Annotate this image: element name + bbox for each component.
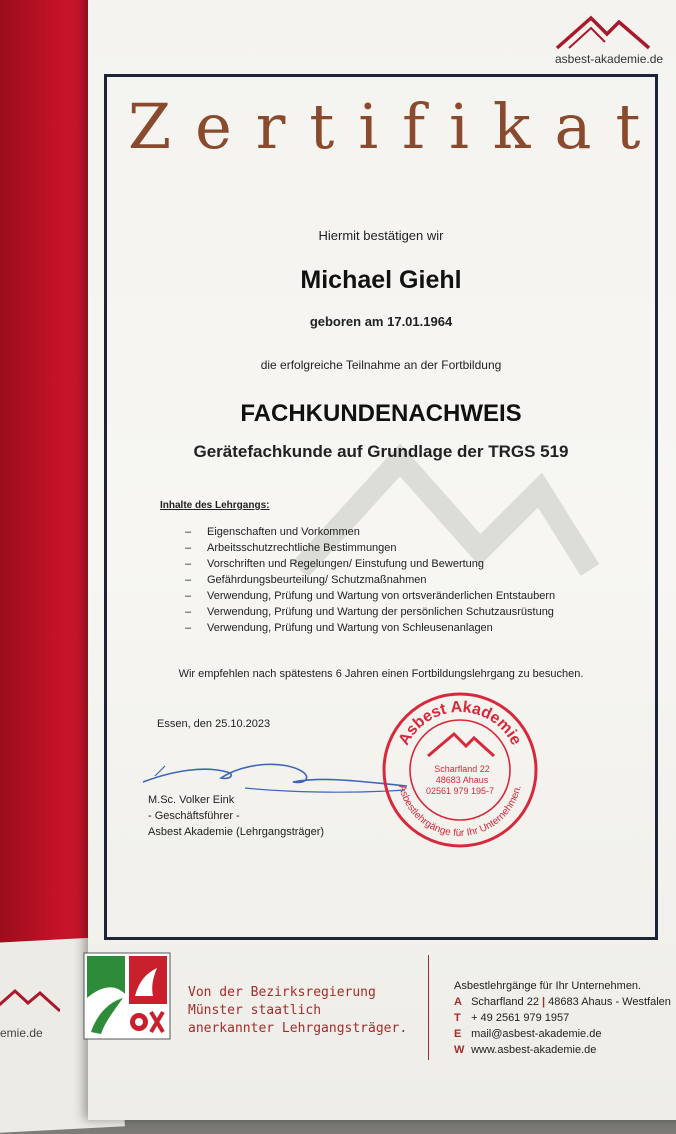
certificate-title: Zertifikat [128,90,665,163]
list-item: – Gefährdungsbeurteilung/ Schutzmaßnahmen [185,574,427,586]
address-city: 48683 Ahaus - Westfalen [548,996,671,1008]
phone-number: + 49 2561 979 1957 [471,1012,570,1024]
folder-logo-icon [0,985,60,1015]
list-item: – Eigenschaften und Vorkommen [185,526,360,538]
footer-accreditation-line: Von der Bezirksregierung [188,985,376,1000]
footer-phone [454,1010,671,1026]
asbest-akademie-logo-icon [555,12,651,52]
list-item: – Vorschriften und Regelungen/ Einstufung und Bewertung [185,558,485,570]
header-url: asbest-akademie.de [555,52,664,66]
address-street: Scharfland 22 [471,996,539,1008]
folder-url-text: emie.de [0,1026,43,1040]
list-item: – Verwendung, Prüfung und Wartung der persönlichen Schutzausrüstung [185,606,554,618]
contents-list [185,524,555,636]
web-url: www.asbest-akademie.de [471,1044,597,1056]
footer-accreditation-line: anerkannter Lehrgangsträger. [188,1021,408,1036]
footer-address [454,994,671,1010]
signer-block [148,792,324,840]
signer-org: Asbest Akademie (Lehrgangsträger) [148,826,325,838]
nrw-emblem-icon [83,952,171,1040]
footer-email [454,1026,671,1042]
stamp-city: 48683 Ahaus [435,775,489,785]
list-item: – Arbeitsschutzrechtliche Bestimmungen [185,542,397,554]
footer-tagline: Asbestlehrgänge für Ihr Unternehmen. [454,980,642,992]
footer-divider [428,955,429,1060]
place-date: Essen, den 25.10.2023 [157,718,271,730]
footer-accreditation [188,984,407,1038]
email-label: E [454,1028,462,1040]
web-label: W [454,1044,465,1056]
participation-text: die erfolgreiche Teilnahme an der Fortbildung [260,358,502,372]
recipient-name: Michael Giehl [300,266,462,294]
course-title: FACHKUNDENACHWEIS [240,400,522,427]
stamp-top-text: Asbest Akademie [395,698,525,749]
list-item: – Verwendung, Prüfung und Wartung von ortsveränderlichen Entstaubern [185,590,556,602]
contents-heading: Inhalte des Lehrgangs: [160,500,270,511]
signer-name: M.Sc. Volker Eink [148,794,235,806]
stamp-phone: 02561 979 195-7 [425,786,495,796]
stamp-bottom-text: Asbestlehrgänge für Ihr Unternehmen. [396,784,524,840]
phone-label: T [454,1012,461,1024]
footer-web [454,1042,671,1058]
intro-text: Hiermit bestätigen wir [318,228,444,243]
list-item: – Verwendung, Prüfung und Wartung von Schleusenanlagen [185,622,493,634]
address-separator: | [542,996,546,1008]
official-stamp [380,690,540,850]
footer-contact [454,978,671,1058]
signer-role: - Geschäftsführer - [148,810,240,822]
email-address: mail@asbest-akademie.de [471,1028,602,1040]
recommendation-text: Wir empfehlen nach spätestens 6 Jahren einen Fortbildungslehrgang zu besuchen. [178,668,584,680]
course-subtitle: Gerätefachkunde auf Grundlage der TRGS 519 [193,442,569,461]
birth-date: geboren am 17.01.1964 [309,314,453,329]
address-label: A [454,996,462,1008]
footer-accreditation-line: Münster staatlich [188,1003,322,1018]
stamp-street: Scharfland 22 [434,764,490,774]
